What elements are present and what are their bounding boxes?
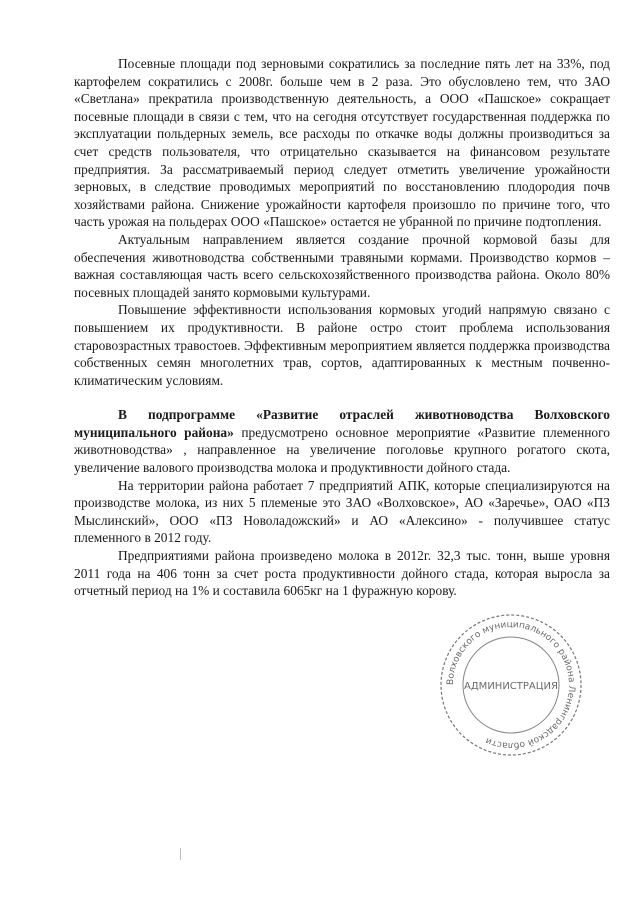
paragraph-enterprises: На территории района работает 7 предприятий АПК, которые специализируются на производстве молока, из них 5 племеные это ЗАО «Волховское», АО «Заречье», ОАО «ПЗ Мыслинский», ООО «ПЗ Новоладожский» и АО «Алексино» - получившее статус племенного в 2012 году. — [74, 477, 610, 546]
paragraph-crop-areas: Посевные площади под зерновыми сократились за последние пять лет на 33%, под картофелем сократились с 2008г. больше чем в 2 раза. Это обусловлено тем, что ЗАО «Светлана» прекратила производственную деятельность, а ООО «Пашское» сокращает посевные площади в связи с тем, что на сегодня отсутствует государственная поддержка по эксплуатации польдерных земель, все расходы по откачке воды должны производиться за счет средств пользователя, что отрицательно сказывается на финансовом результате предприятия. За рассматриваемый период следует отметить увеличение урожайности зерновых, в следствие проводимых мероприятий по восстановлению плодородия почв хозяйствами района. Снижение урожайности картофеля произошло по причине того, что часть урожая на польдерах ООО «Пашское» остается не убранной по причине подтопления. — [74, 56, 610, 230]
paragraph-fodder-efficiency: Повышение эффективности использования кормовых угодий напрямую связано с повышением их продуктивности. В районе остро стоит проблема использования старовозрастных травостоев. Эффективным мероприятием является поддержка производства собственных семян многолетних трав, сортов, адаптированных к местным почвенно-климатическим условиям. — [74, 302, 610, 388]
scan-mark — [180, 848, 181, 860]
stamp-ring-text: Волховского муниципального района Ленинградской области — [445, 619, 577, 751]
paragraph-fodder-base: Актуальным направлением является создание прочной кормовой базы для обеспечения животноводства собственными травяными кормами. Производство кормов – важная составляющая часть всего сельскохозяйственного производства района. Около 80% посевных площадей занято кормовыми культурами. — [74, 231, 610, 300]
paragraph-subprogram — [74, 406, 610, 476]
official-stamp — [436, 610, 586, 760]
stamp-center-text: АДМИНИСТРАЦИЯ — [464, 681, 558, 692]
document-text — [74, 55, 610, 600]
paragraph-milk-production: Предприятиями района произведено молока в 2012г. 32,3 тыс. тонн, выше уровня 2011 года на 406 тонн за счет роста продуктивности дойного стада, которая выросла за отчетный период на 1% и составила 6065кг на 1 фуражную корову. — [74, 548, 610, 599]
subprogram-title: В подпрограмме «Развитие отраслей животноводства Волховского муниципального района» — [74, 407, 610, 440]
subprogram-text: предусмотрено основное мероприятие «Развитие племенного животноводства» , направленное на увеличение поголовье крупного рогатого скота, увеличение валового производства молока и продуктивности дойного стада. — [74, 424, 610, 476]
